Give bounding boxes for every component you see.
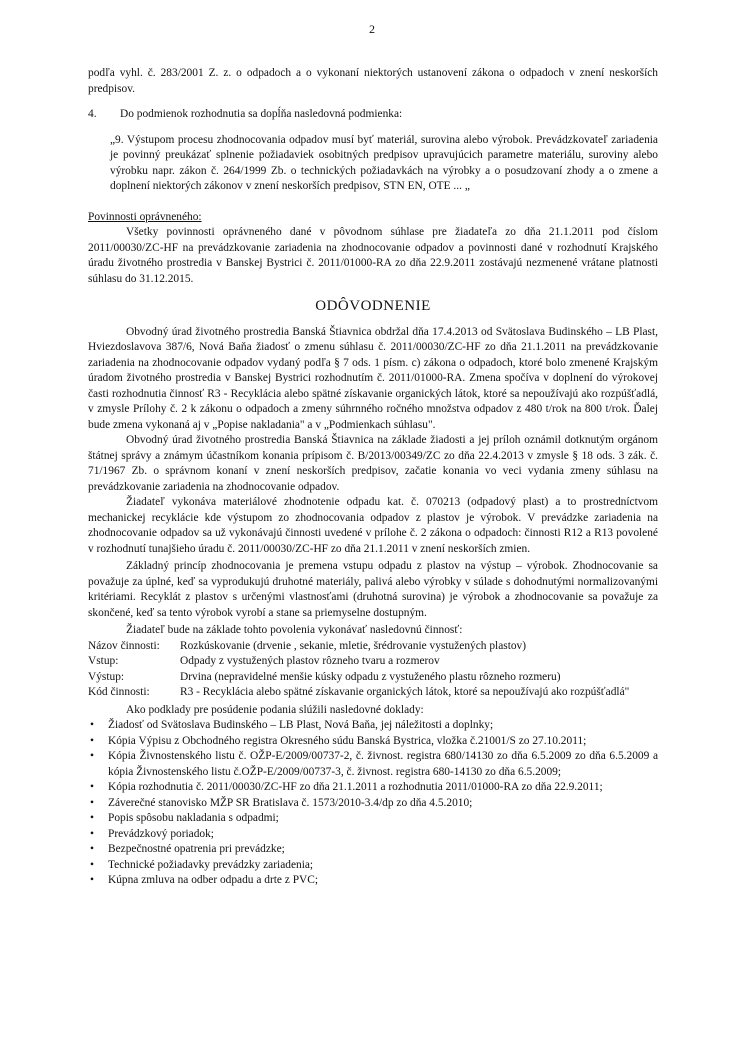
condition-9-quote: „9. Výstupom procesu zhodnocovania odpadov musí byť materiál, surovina alebo výrobok. Prevádzkovateľ zariadenia je povinný preukázať splnenie požiadaviek osobitných predpisov upravujúcich parametre materiálu, suroviny alebo výrobku napr. zákon č. 264/1999 Zb. o technických požiadavkách na výrobky a o posudzovaní zhody a o zmene a doplnení niektorých zákonov v znení neskorších predpisov, STN EN, OTE ... „ [110, 133, 658, 192]
bullet-icon: • [90, 734, 94, 747]
activity-table [88, 639, 658, 701]
activity-row [88, 685, 658, 701]
activity-key: Výstup: [88, 670, 125, 683]
list-item-text: Kópia rozhodnutia č. 2011/00030/ZC-HF zo dňa 21.1.2011 a rozhodnutia 2011/01000-RA zo dňa 22.9.2011; [108, 781, 603, 793]
documents-intro: Ako podklady pre posúdenie podania slúžili nasledovné doklady: [126, 703, 424, 716]
obligations-heading: Povinnosti oprávneného: [88, 210, 202, 223]
list-item [88, 827, 658, 843]
list-item [88, 796, 658, 812]
activity-value: Rozkúskovanie (drvenie , sekanie, mletie, šrédrovanie vystužených plastov) [180, 639, 527, 652]
list-item-text: Popis spôsobu nakladania s odpadmi; [108, 812, 279, 824]
list-item [88, 718, 658, 734]
documents-list [88, 718, 658, 889]
activity-row [88, 654, 658, 670]
list-item [88, 858, 658, 874]
list-item-text: Záverečné stanovisko MŽP SR Bratislava č. 1573/2010-3.4/dp zo dňa 4.5.2010; [108, 796, 473, 809]
list-item [88, 780, 658, 796]
activity-value: R3 - Recyklácia alebo spätné získavanie organických látok, ktoré sa nepoužívajú ako rozpúšťadlá" [180, 686, 630, 698]
activity-key: Názov činnosti: [88, 639, 160, 652]
bullet-icon: • [90, 843, 94, 855]
item-number: 4. [88, 108, 97, 120]
paragraph: Obvodný úrad životného prostredia Banská Štiavnica obdržal dňa 17.4.2013 od Svätoslava Budinského – LB Plast, Hviezdoslavova 387/6, Nová Baňa žiadosť o zmenu súhlasu č. 2011/00030/ZC-HF zo dňa 21.1.2011 na prevádzkovanie zariadenia na zhodnocovanie odpadov vydaný podľa § 7 ods. 1 písm. c) zákona o odpadoch, ktoré bolo zmenené Krajským úradom životného prostredia v Banskej Bystrici rozhodnutím č. 2011/01000-RA. Zmena spočíva v doplnení do výrokovej časti rozhodnutia činnosť R3 - Recyklácia alebo spätné získavanie organických látok, ktoré sa nepoužívajú ako rozpúšťadlá, v zmysle Prílohy č. 2 k zákonu o odpadoch a zmeny súhrnného ročného množstva odpadov z 480 t/rok na 800 t/rok. Ďalej bude zmena vykonaná aj v „Popise nakladania" a v „Podmienkach súhlasu". [88, 325, 658, 431]
list-item-text: Bezpečnostné opatrenia pri prevádzke; [108, 843, 285, 855]
paragraph: Základný princíp zhodnocovania je premena vstupu odpadu z plastov na výstup – výrobok. Zhodnocovanie sa považuje za úplné, keď sa vyprodukujú druhotné materiály, palivá alebo výrobky v súlade s dohodnutými normalizovanými kritériami. Recyklát z plastov s určenými vlastnosťami (druhotná surovina) je výrobok a zhodnocovanie sa považuje za skončené, keď sa tento výrobok vyrobí a stane sa priemyselne dostupným. [88, 560, 658, 619]
activity-value: Odpady z vystužených plastov rôzneho tvaru a rozmerov [180, 655, 440, 667]
document-body [88, 66, 658, 889]
activity-key: Kód činnosti: [88, 686, 150, 698]
list-item-text: Kúpna zmluva na odber odpadu a drte z PVC; [108, 874, 319, 886]
list-item [88, 842, 658, 858]
bullet-icon: • [90, 781, 94, 793]
list-item [88, 734, 658, 750]
paragraph: Žiadateľ vykonáva materiálové zhodnotenie odpadu kat. č. 070213 (odpadový plast) a to prostredníctvom mechanickej recyklácie kde výstupom zo zhodnocovania odpadov z plastov je výrobok. V prevádzke zariadenia na zhodnocovanie odpadov sa už vykonávajú činnosti uvedené v prílohe č. 2 zákona o odpadoch: činnosti R12 a R13 povolené v rozhodnutí tunajšieho úradu č. 2011/00030/ZC-HF zo dňa 21.1.2011 v znení neskorších zmien. [88, 496, 658, 555]
section-title: ODÔVODNENIE [315, 298, 431, 314]
list-item-text: Prevádzkový poriadok; [108, 827, 214, 840]
activity-key: Vstup: [88, 655, 119, 667]
bullet-icon: • [90, 812, 94, 824]
item-text: Do podmienok rozhodnutia sa dopĺňa nasledovná podmienka: [120, 108, 403, 120]
paragraph: Žiadateľ bude na základe tohto povolenia vykonávať nasledovnú činnosť: [126, 624, 463, 636]
paragraph: Obvodný úrad životného prostredia Banská Štiavnica na základe žiadosti a jej príloh oznámil dotknutým orgánom štátnej správy a známym účastníkom konania prípisom č. B/2013/00349/ZC zo dňa 22.4.2013 v zmysle § 18 ods. 3 zák. č. 71/1967 Zb. o správnom konaní v znení neskorších predpisov, začatie konania vo veci vydania zmeny súhlasu na prevádzkovanie zariadenia na zhodnocovanie odpadov. [88, 434, 658, 493]
list-item-text: Technické požiadavky prevádzky zariadenia; [108, 858, 314, 871]
bullet-icon: • [90, 827, 94, 840]
page-number: 2 [369, 22, 375, 36]
list-item-text: Žiadosť od Svätoslava Budinského – LB Plast, Nová Baňa, jej náležitosti a doplnky; [108, 719, 494, 731]
condition-item-4 [88, 107, 658, 123]
activity-value: Drvina (nepravidelné menšie kúsky odpadu z vystuženého plastu rôzneho rozmeru) [180, 670, 561, 683]
obligations-text: Všetky povinnosti oprávneného dané v pôvodnom súhlase pre žiadateľa zo dňa 21.1.2011 pod číslom 2011/00030/ZC-HF na prevádzkovanie zariadenia na zhodnocovanie odpadov a povinnosti dané v rozhodnutí Krajského úradu životného prostredia v Banskej Bystrici č. 2011/01000-RA zo dňa 22.9.2011 zostávajú nezmenené vrátane platnosti súhlasu do 31.12.2015. [88, 226, 658, 285]
activity-row [88, 639, 658, 655]
bullet-icon: • [90, 719, 94, 731]
bullet-icon: • [90, 858, 94, 871]
intro-text: podľa vyhl. č. 283/2001 Z. z. o odpadoch a o vykonaní niektorých ustanovení zákona o odpadoch v znení neskorších predpisov. [88, 67, 658, 95]
list-item-text: Kópia Živnostenského listu č. OŽP-E/2009/00737-2, č. živnost. registra 680/14130 zo dňa 6.5.2009 zo dňa 6.5.2009 a kópia Živnostenského listu č.OŽP-E/2009/00737-3, č. živnost. registra 680-14130 zo dňa 6.5.2009; [108, 750, 658, 778]
activity-row [88, 670, 658, 686]
bullet-icon: • [90, 750, 94, 762]
list-item [88, 811, 658, 827]
list-item-text: Kópia Výpisu z Obchodného registra Okresného súdu Banská Bystrica, vložka č.21001/S zo 27.10.2011; [108, 734, 587, 747]
bullet-icon: • [90, 796, 94, 809]
bullet-icon: • [90, 874, 94, 886]
list-item [88, 749, 658, 780]
list-item [88, 873, 658, 889]
